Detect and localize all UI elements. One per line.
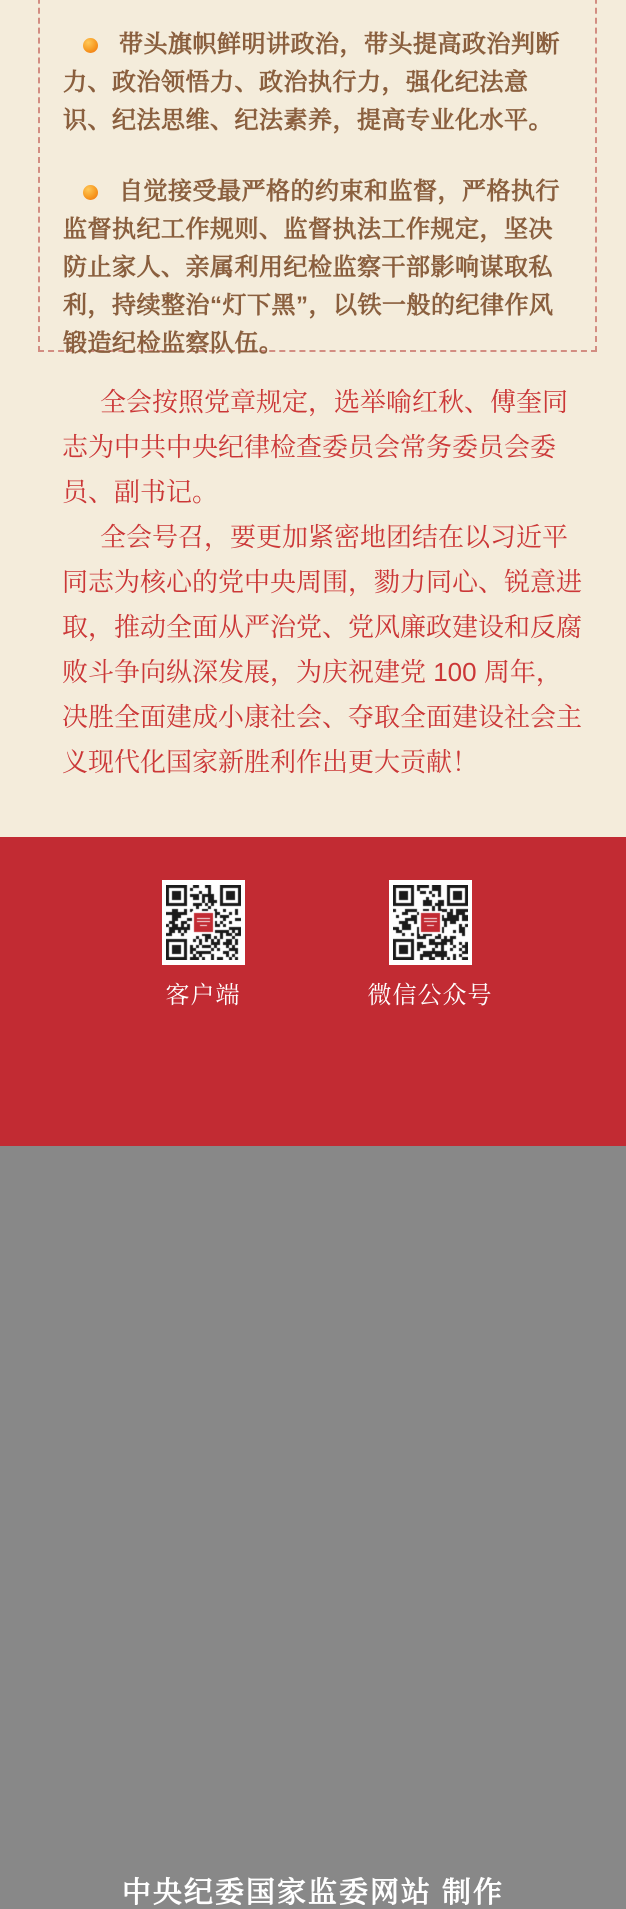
qr-label-wechat: 微信公众号	[367, 982, 493, 1009]
credit-line: 中央纪委国家监委网站 制作	[121, 1877, 505, 1909]
qr-code-frame	[162, 880, 245, 965]
highlight-box	[38, 0, 597, 357]
bullet-text: 自觉接受最严格的约束和监督，严格执行监督执纪工作规则、监督执法工作规定，坚决防止家人、亲属利用纪检监察干部影响谋取私利，持续整治“灯下黑”，以铁一般的纪律作风锻造纪检监察队伍。	[63, 178, 560, 357]
qr-row	[0, 837, 626, 1010]
bullet-text: 带头旗帜鲜明讲政治，带头提高政治判断力、政治领悟力、政治执行力，强化纪法意识、纪法思维、纪法素养，提高专业化水平。	[63, 31, 560, 134]
bullet-dot-icon	[83, 185, 98, 200]
qr-item-wechat	[368, 880, 493, 1010]
qr-item-client	[162, 880, 245, 1010]
qr-code-client	[166, 885, 241, 960]
body-paragraph: 全会号召，要更加紧密地团结在以习近平同志为核心的党中央周围，勠力同心、锐意进取，推动全面从严治党、党风廉政建设和反腐败斗争向纵深发展，为庆祝建党 100 周年，决胜全面建成小康社会、夺取全面建设社会主义现代化国家新胜利作出更大贡献！	[62, 522, 583, 777]
footer	[0, 837, 626, 1909]
body-paragraph: 全会按照党章规定，选举喻红秋、傅奎同志为中共中央纪律检查委员会常务委员会委员、副书记。	[62, 387, 569, 507]
bullet-item	[63, 173, 569, 363]
bullet-item	[63, 26, 569, 140]
bullet-dot-icon	[83, 38, 98, 53]
qr-code-wechat	[393, 885, 468, 960]
qr-label-client: 客户端	[165, 982, 241, 1009]
body-text	[62, 380, 585, 785]
qr-code-frame	[389, 880, 472, 965]
